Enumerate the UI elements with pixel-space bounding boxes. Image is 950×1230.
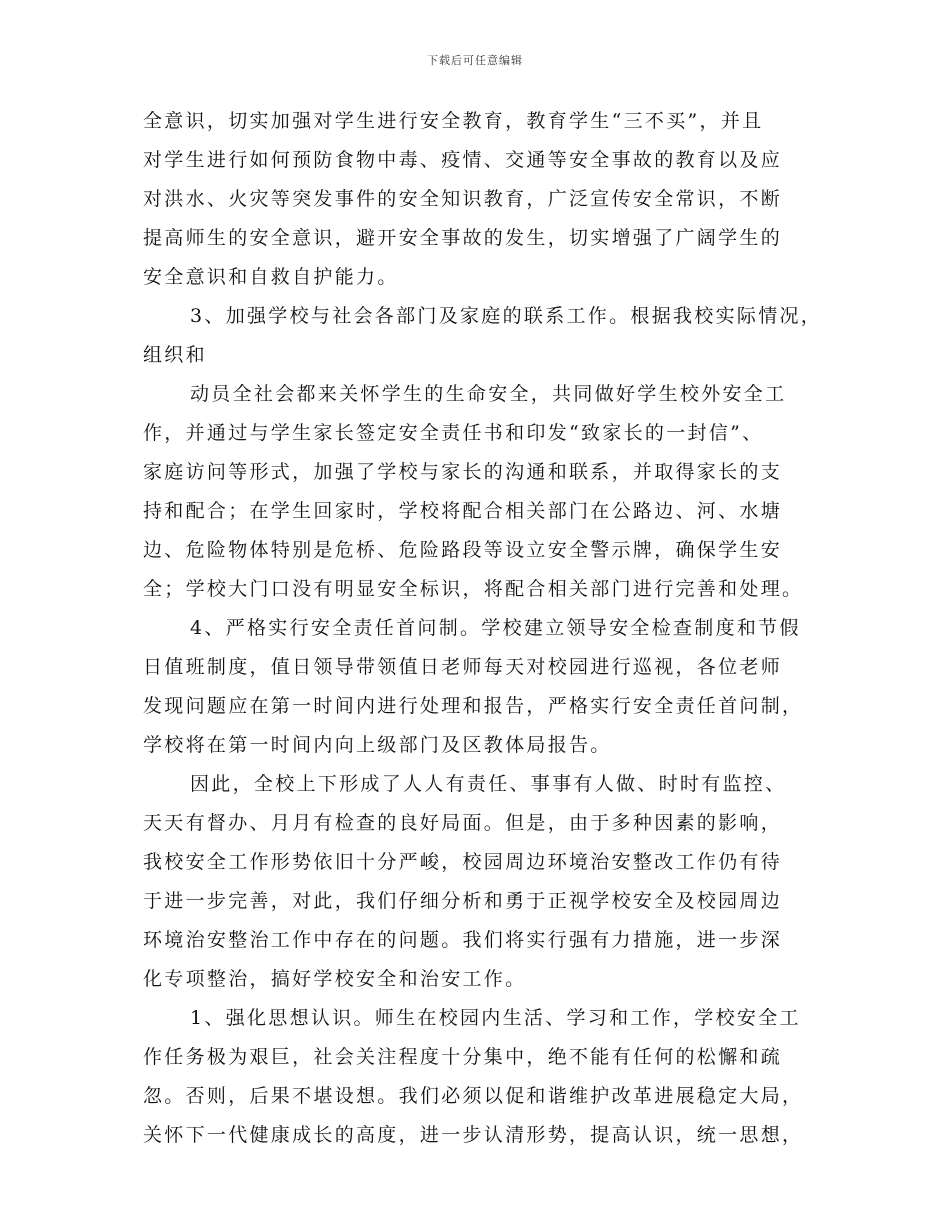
text-line: 于进一步完善，对此，我们仔细分析和勇于正视学校安全及校园周边 bbox=[143, 890, 783, 912]
text-line: 提高师生的安全意识，避开安全事故的发生，切实增强了广阔学生的 bbox=[143, 227, 783, 249]
text-line: 关怀下一代健康成长的高度，进一步认清形势，提高认识，统一思想， bbox=[143, 1124, 804, 1146]
text-line: 安全意识和自救自护能力。 bbox=[143, 266, 399, 288]
text-line: 化专项整治，搞好学校安全和治安工作。 bbox=[143, 968, 527, 990]
text-line: 学校将在第一时间内向上级部门及区教体局报告。 bbox=[143, 734, 612, 756]
page-header: 下载后可任意编辑 bbox=[427, 54, 523, 67]
text-line: 天天有督办、月月有检查的良好局面。但是，由于多种因素的影响， bbox=[143, 812, 783, 834]
text-line: 我校安全工作形势依旧十分严峻，校园周边环境治安整改工作仍有待 bbox=[143, 851, 783, 873]
text-line: 环境治安整治工作中存在的问题。我们将实行强有力措施，进一步深 bbox=[143, 929, 783, 951]
text-line: 因此，全校上下形成了人人有责任、事事有人做、时时有监控、 bbox=[190, 773, 787, 795]
text-line: 家庭访问等形式，加强了学校与家长的沟通和联系，并取得家长的支 bbox=[143, 461, 783, 483]
text-line: 作，并通过与学生家长签定安全责任书和印发“致家长的一封信”、 bbox=[143, 422, 764, 444]
text-line: 发现问题应在第一时间内进行处理和报告，严格实行安全责任首问制， bbox=[143, 695, 804, 717]
text-line: 3、加强学校与社会各部门及家庭的联系工作。根据我校实际情况， bbox=[190, 305, 823, 327]
text-line: 忽。否则，后果不堪设想。我们必须以促和谐维护改革进展稳定大局， bbox=[143, 1085, 804, 1107]
text-line: 全；学校大门口没有明显安全标识，将配合相关部门进行完善和处理。 bbox=[143, 578, 804, 600]
text-line: 日值班制度，值日领导带领值日老师每天对校园进行巡视，各位老师 bbox=[143, 656, 783, 678]
text-line: 持和配合；在学生回家时，学校将配合相关部门在公路边、河、水塘 bbox=[143, 500, 783, 522]
text-line: 作任务极为艰巨，社会关注程度十分集中，绝不能有任何的松懈和疏 bbox=[143, 1046, 783, 1068]
text-line: 边、危险物体特别是危桥、危险路段等设立安全警示牌，确保学生安 bbox=[143, 539, 783, 561]
text-line: 全意识，切实加强对学生进行安全教育，教育学生“三不买”，并且 bbox=[143, 110, 764, 132]
text-line: 对学生进行如何预防食物中毒、疫情、交通等安全事故的教育以及应 bbox=[143, 149, 783, 171]
text-line: 对洪水、火灾等突发事件的安全知识教育，广泛宣传安全常识，不断 bbox=[143, 188, 783, 210]
text-line: 4、严格实行安全责任首问制。学校建立领导安全检查制度和节假 bbox=[190, 617, 801, 639]
text-line: 动员全社会都来关怀学生的生命安全，共同做好学生校外安全工 bbox=[190, 383, 787, 405]
text-line: 组织和 bbox=[143, 344, 207, 366]
text-line: 1、强化思想认识。师生在校园内生活、学习和工作，学校安全工 bbox=[190, 1007, 801, 1029]
